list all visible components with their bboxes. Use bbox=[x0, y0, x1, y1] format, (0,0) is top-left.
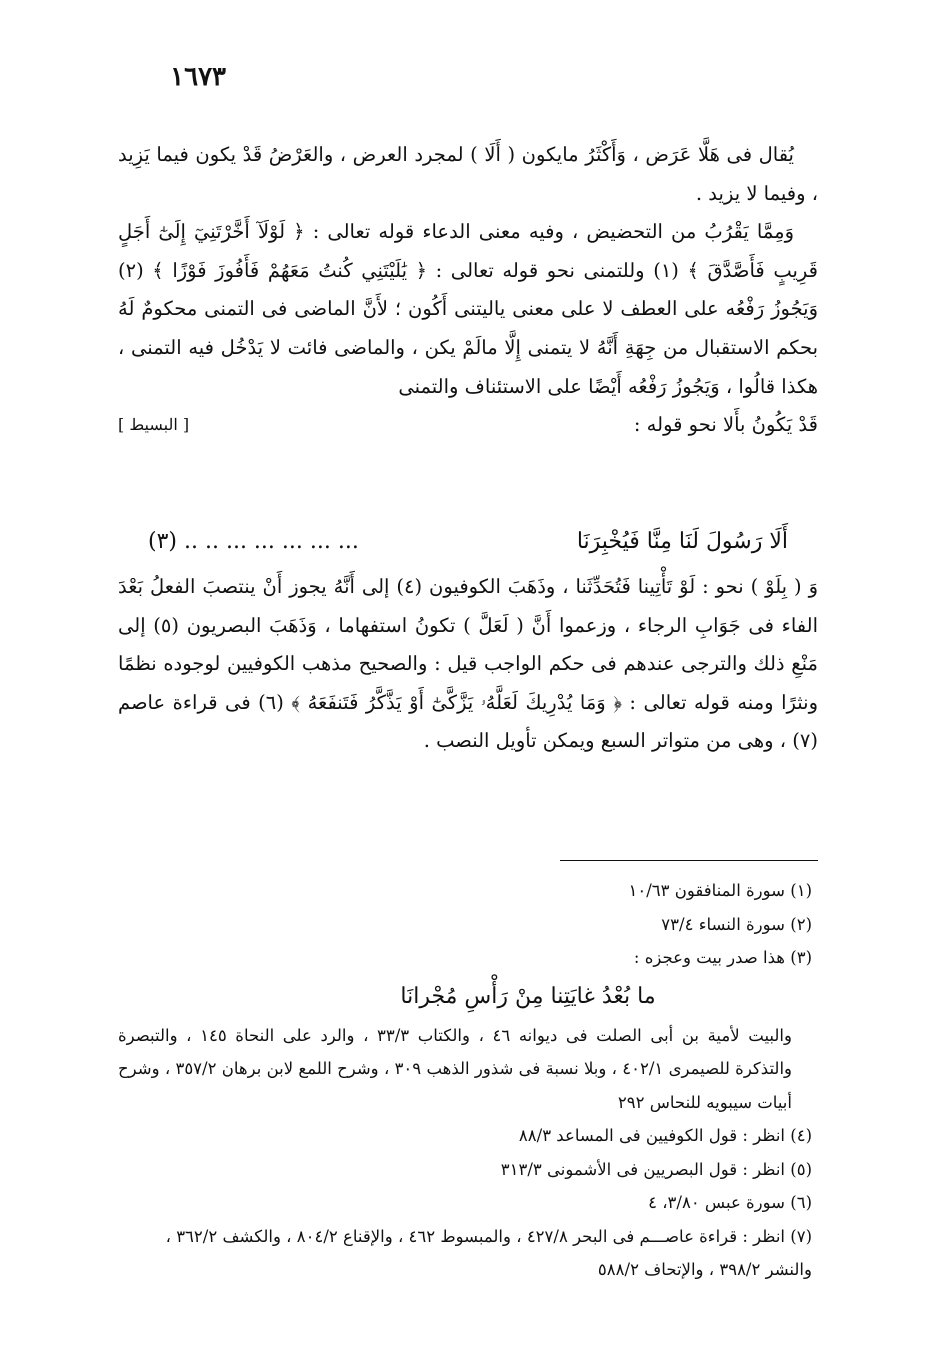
paragraph: وَمِمَّا يَقْرُبُ من التحضيض ، وفيه معنى الدعاء قوله تعالى : ﴿ لَوْلَآ أَخَّرْتَنِيٓ إِلَىٰٓ أَجَلٍ قَرِيبٍ فَأَصَّدَّقَ ﴾ (١) وللتمنى نحو قوله تعالى : ﴿ يَٰلَيْتَنِي كُنتُ مَعَهُمْ فَأَفُوزَ فَوْزًا ﴾ (٢) وَيَجُوزُ رَفْعُه على العطف لا على معنى ياليتنى أَكُون ؛ لأَنَّ الماضى فى التمنى محكومٌ لَهُ بحكم الاستقبال من جِهَةِ أَنَّهُ لا يتمنى إِلَّا مالَمْ يكن ، والماضى فائت لا يَدْخُل فيه التمنى ، هكذا قالُوا ، وَيَجُوزُ رَفْعُه أَيْضًا على الاستئناف والتمنى bbox=[118, 220, 818, 398]
footnote: (٣) هذا صدر بيت وعجزه : bbox=[633, 948, 812, 967]
footnote: (٧) انظر : قراءة عاصـــم فى البحر ٤٢٧/٨ ، والمبسوط ٤٦٢ ، والإقناع ٨٠٤/٢ ، والكشف ٣٦٢/٢ ، والنشر ٣٩٨/٢ ، والإتحاف ٥٨٨/٢ bbox=[165, 1226, 812, 1279]
footnote: (٦) سورة عبس ٣/٨٠، ٤ bbox=[648, 1193, 812, 1212]
meter-line bbox=[118, 406, 818, 445]
footnote-continuation: والبيت لأمية بن أبى الصلت فى ديوانه ٤٦ ، والكتاب ٣٣/٣ ، والرد على النحاة ١٤٥ ، والتبصرة والتذكرة للصيمرى ٤٠٢/١ ، وبلا نسبة فى شذور الذهب ٣٠٩ ، وشرح اللمع لابن برهان ٣٥٧/٢ ، وشرح أبيات سيبويه للنحاس ٢٩٢ bbox=[118, 1025, 793, 1112]
paragraph: يُقال فى هَلَّا عَرَض ، وَأَكْثَرُ مايكون ( أَلَا ) لمجرد العرض ، والعَرْضُ قَدْ يكون فيما يَزِيد ، وفيما لا يزيد . bbox=[118, 143, 818, 205]
meter-tag: [ البسيط ] bbox=[118, 415, 190, 435]
meter-intro-text: قَدْ يَكُونُ بأَلا نحو قوله : bbox=[633, 413, 818, 437]
footnotes bbox=[118, 874, 818, 1287]
footnote-verse: ما بُعْدُ غايَتِنا مِنْ رَأْسِ مُجْرانَا bbox=[400, 983, 656, 1009]
main-text bbox=[118, 136, 818, 445]
footnote-divider bbox=[560, 860, 818, 861]
footnote: (٥) انظر : قول البصريين فى الأشمونى ٣١٣/٣ bbox=[500, 1159, 812, 1179]
verse-second-hemistich: ... ... ... ... ... .. .. (٣) bbox=[148, 529, 359, 554]
paragraph: وَ ( بِلَوْ ) نحو : لَوْ تَأْتِينا فَتُحَدِّثَنا ، وذَهَبَ الكوفيون (٤) إلى أَنَّهُ يجوز أَنْ ينتصبَ الفعلُ بَعْدَ الفاء فى جَوَابِ الرجاء ، وزعموا أَنَّ ( لَعَلَّ ) تكونُ استفهاما ، وَذَهَبَ البصريون (٥) إلى مَنْعِ ذلك والترجى عندهم فى حكم الواجب قيل : والصحيح مذهب الكوفيين لوجوده نظمًا ونثرًا ومنه قوله تعالى : ﴿ وَمَا يُدْرِيكَ لَعَلَّهُۥ يَزَّكَّىٰٓ أَوْ يَذَّكَّرُ فَتَنفَعَهُ ﴾ (٦) فى قراءة عاصم (٧) ، وهى من متواتر السبع ويمكن تأويل النصب . bbox=[118, 575, 819, 753]
footnote: (٢) سورة النساء ٧٣/٤ bbox=[661, 914, 812, 934]
footnote: (٤) انظر : قول الكوفيين فى المساعد ٨٨/٣ bbox=[518, 1126, 812, 1145]
main-text-continued bbox=[118, 568, 818, 761]
poetry-verse bbox=[148, 522, 788, 562]
footnote: (١) سورة المنافقون ١٠/٦٣ bbox=[628, 881, 812, 900]
page-number: ١٦٧٣ bbox=[170, 62, 226, 92]
verse-first-hemistich: أَلَا رَسُولَ لَنَا مِنَّا فَيُخْبِرَنَا bbox=[576, 529, 788, 554]
